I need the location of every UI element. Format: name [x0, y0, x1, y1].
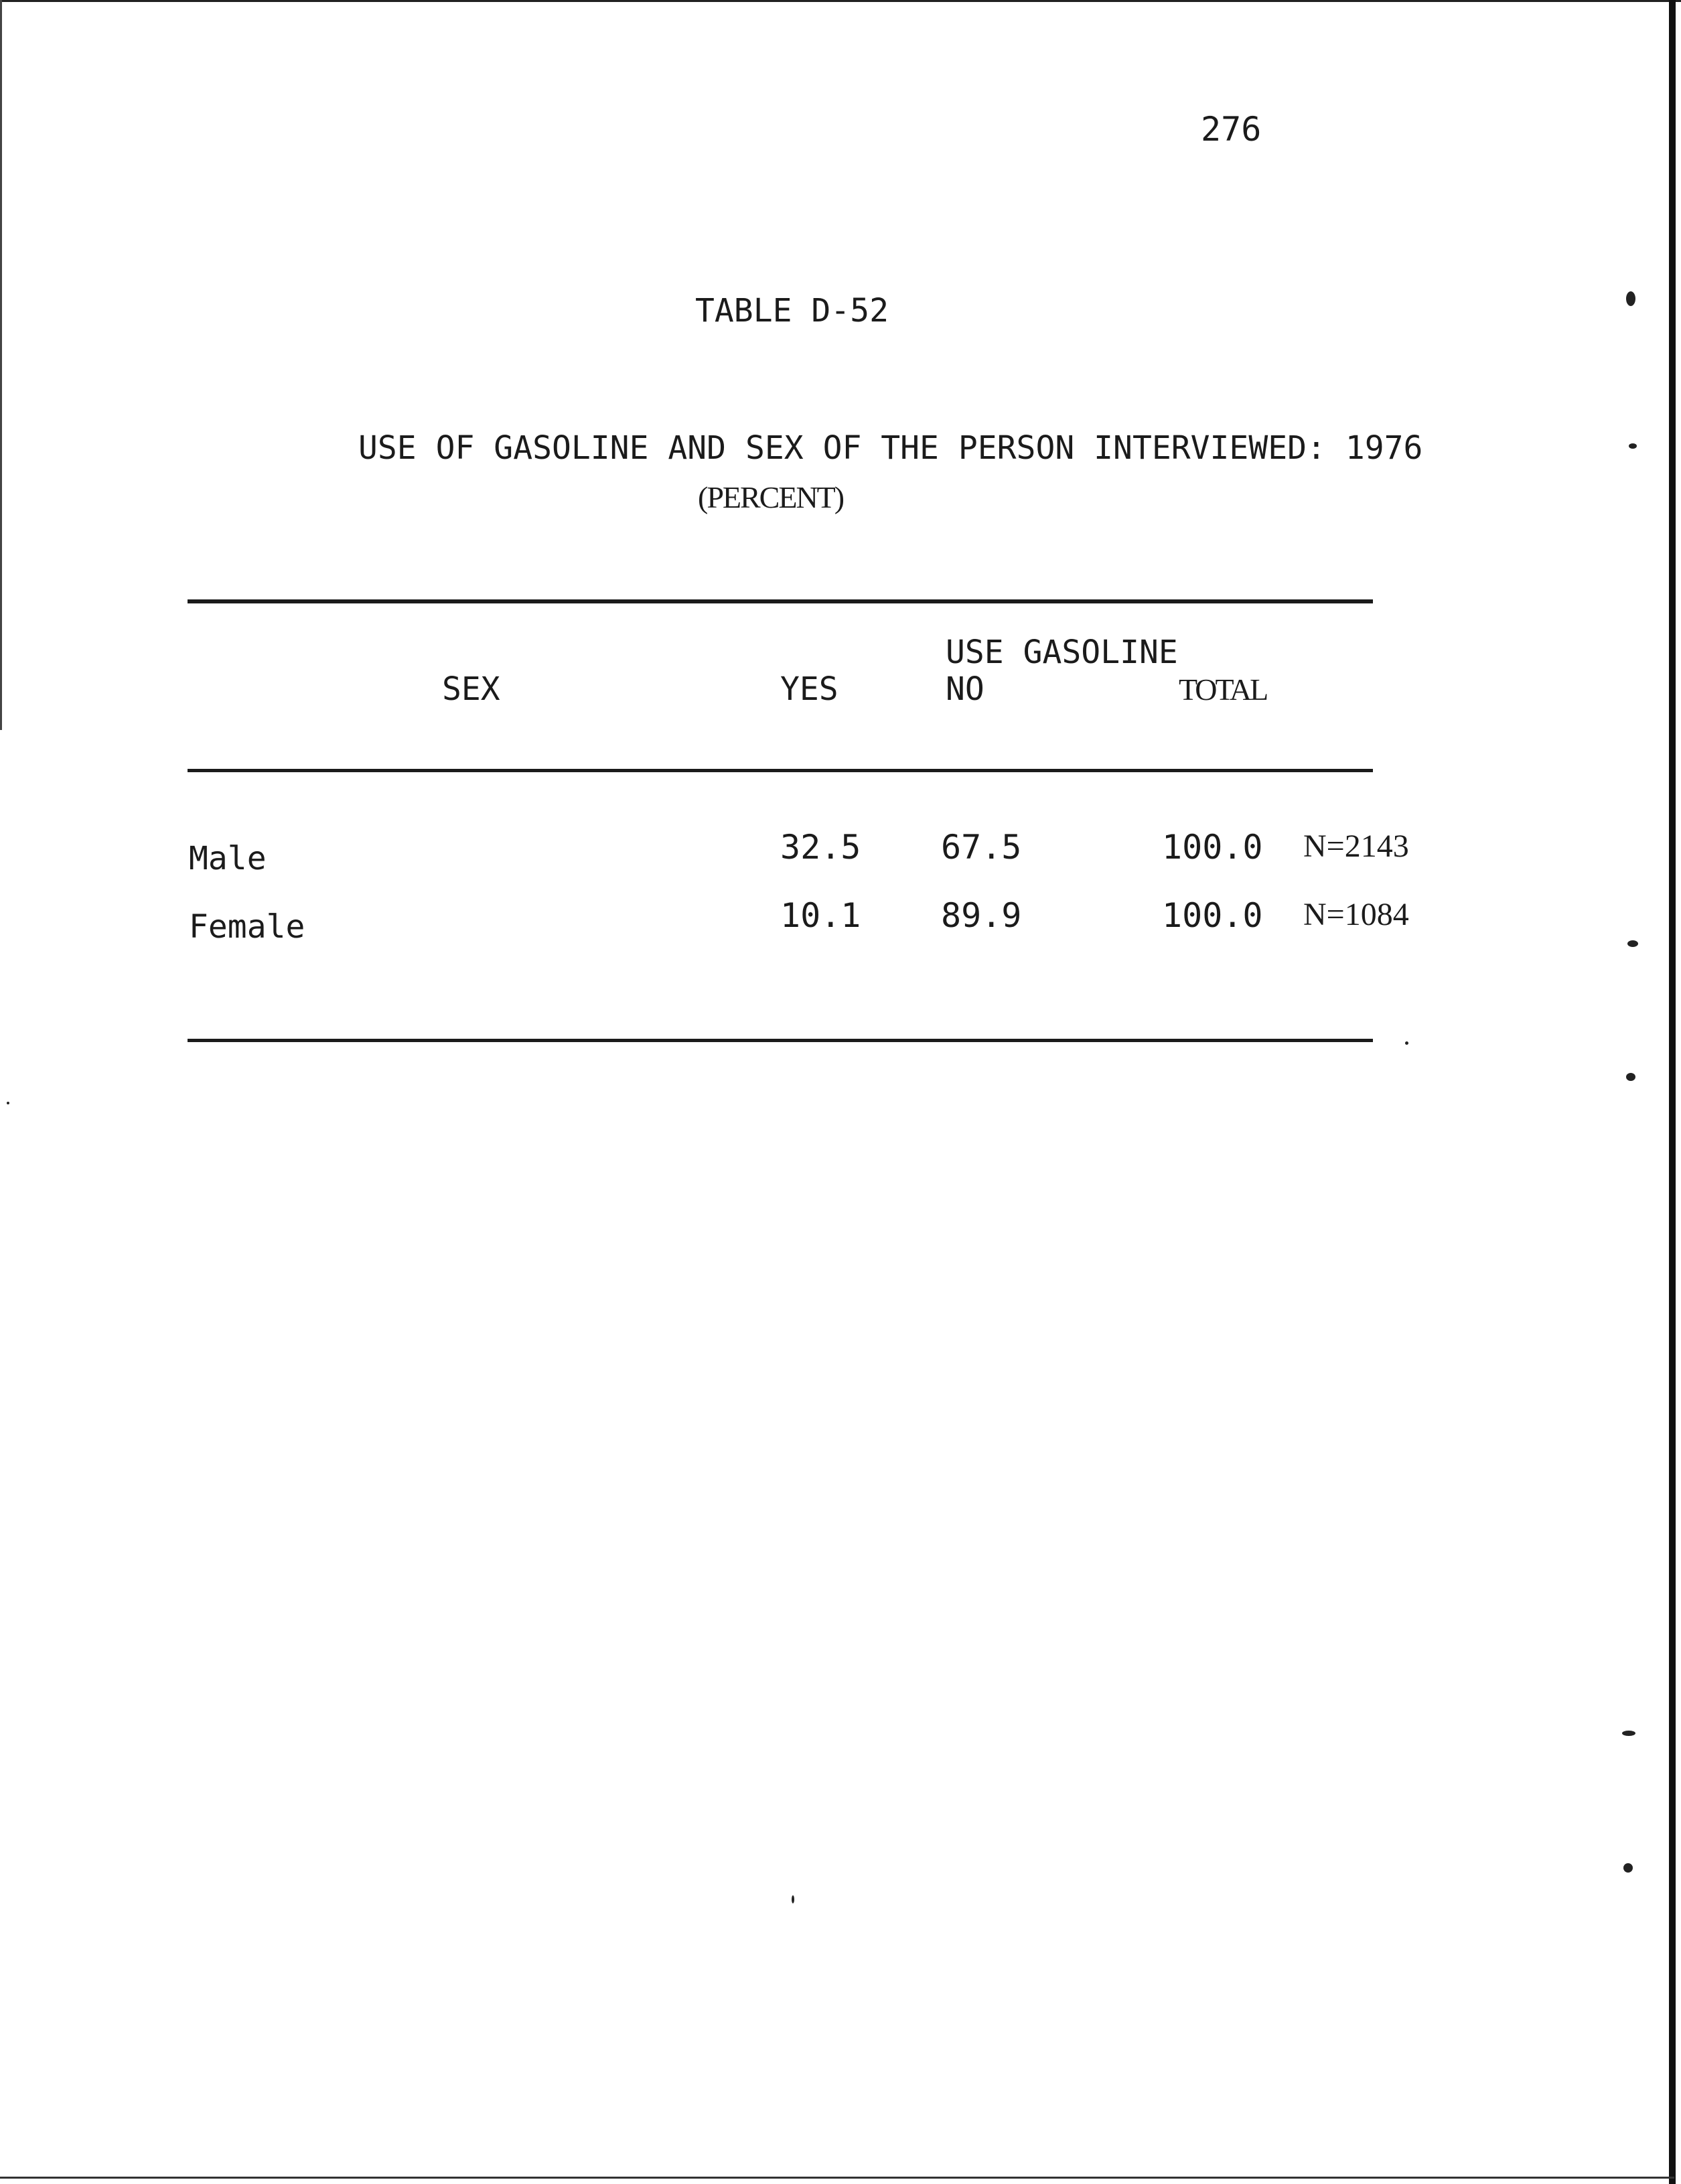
scan-speck [1623, 1863, 1633, 1873]
cell-yes: 10.1 [780, 896, 861, 935]
scan-speck [1622, 1731, 1635, 1736]
scan-speck [1405, 1041, 1408, 1045]
scan-speck [1626, 1073, 1635, 1081]
column-header-yes: YES [780, 670, 838, 708]
page-edge-bottom [0, 2177, 1674, 2179]
table-bottom-rule [188, 1039, 1373, 1042]
column-group-header-use-gasoline: USE GASOLINE [946, 634, 1178, 671]
table-label: TABLE D-52 [695, 292, 889, 330]
scan-speck [7, 1102, 9, 1104]
scan-speck [1626, 291, 1635, 306]
table-title: USE OF GASOLINE AND SEX OF THE PERSON INTERVIEWED: 1976 [358, 429, 1423, 467]
column-header-no: NO [946, 670, 984, 708]
table-unit: (PERCENT) [698, 480, 844, 514]
scan-speck [1627, 940, 1638, 947]
row-label: Female [189, 908, 305, 946]
column-header-total: TOTAL [1179, 672, 1267, 707]
column-header-sex: SEX [442, 670, 500, 708]
cell-total: 100.0 [1162, 896, 1263, 935]
cell-yes: 32.5 [780, 828, 861, 867]
page-edge-right [1669, 0, 1676, 2184]
cell-no: 89.9 [941, 896, 1022, 935]
table-header-rule [188, 769, 1373, 772]
scan-speck [1629, 443, 1637, 449]
scan-speck [792, 1895, 794, 1903]
page-edge-top [0, 0, 1681, 2]
page-number: 276 [1201, 110, 1262, 149]
page-edge-left [0, 0, 2, 730]
cell-sample-size: N=2143 [1303, 828, 1409, 864]
cell-no: 67.5 [941, 828, 1022, 867]
cell-sample-size: N=1084 [1303, 897, 1409, 932]
row-label: Male [189, 840, 267, 877]
table-top-rule [188, 599, 1373, 603]
cell-total: 100.0 [1162, 828, 1263, 867]
